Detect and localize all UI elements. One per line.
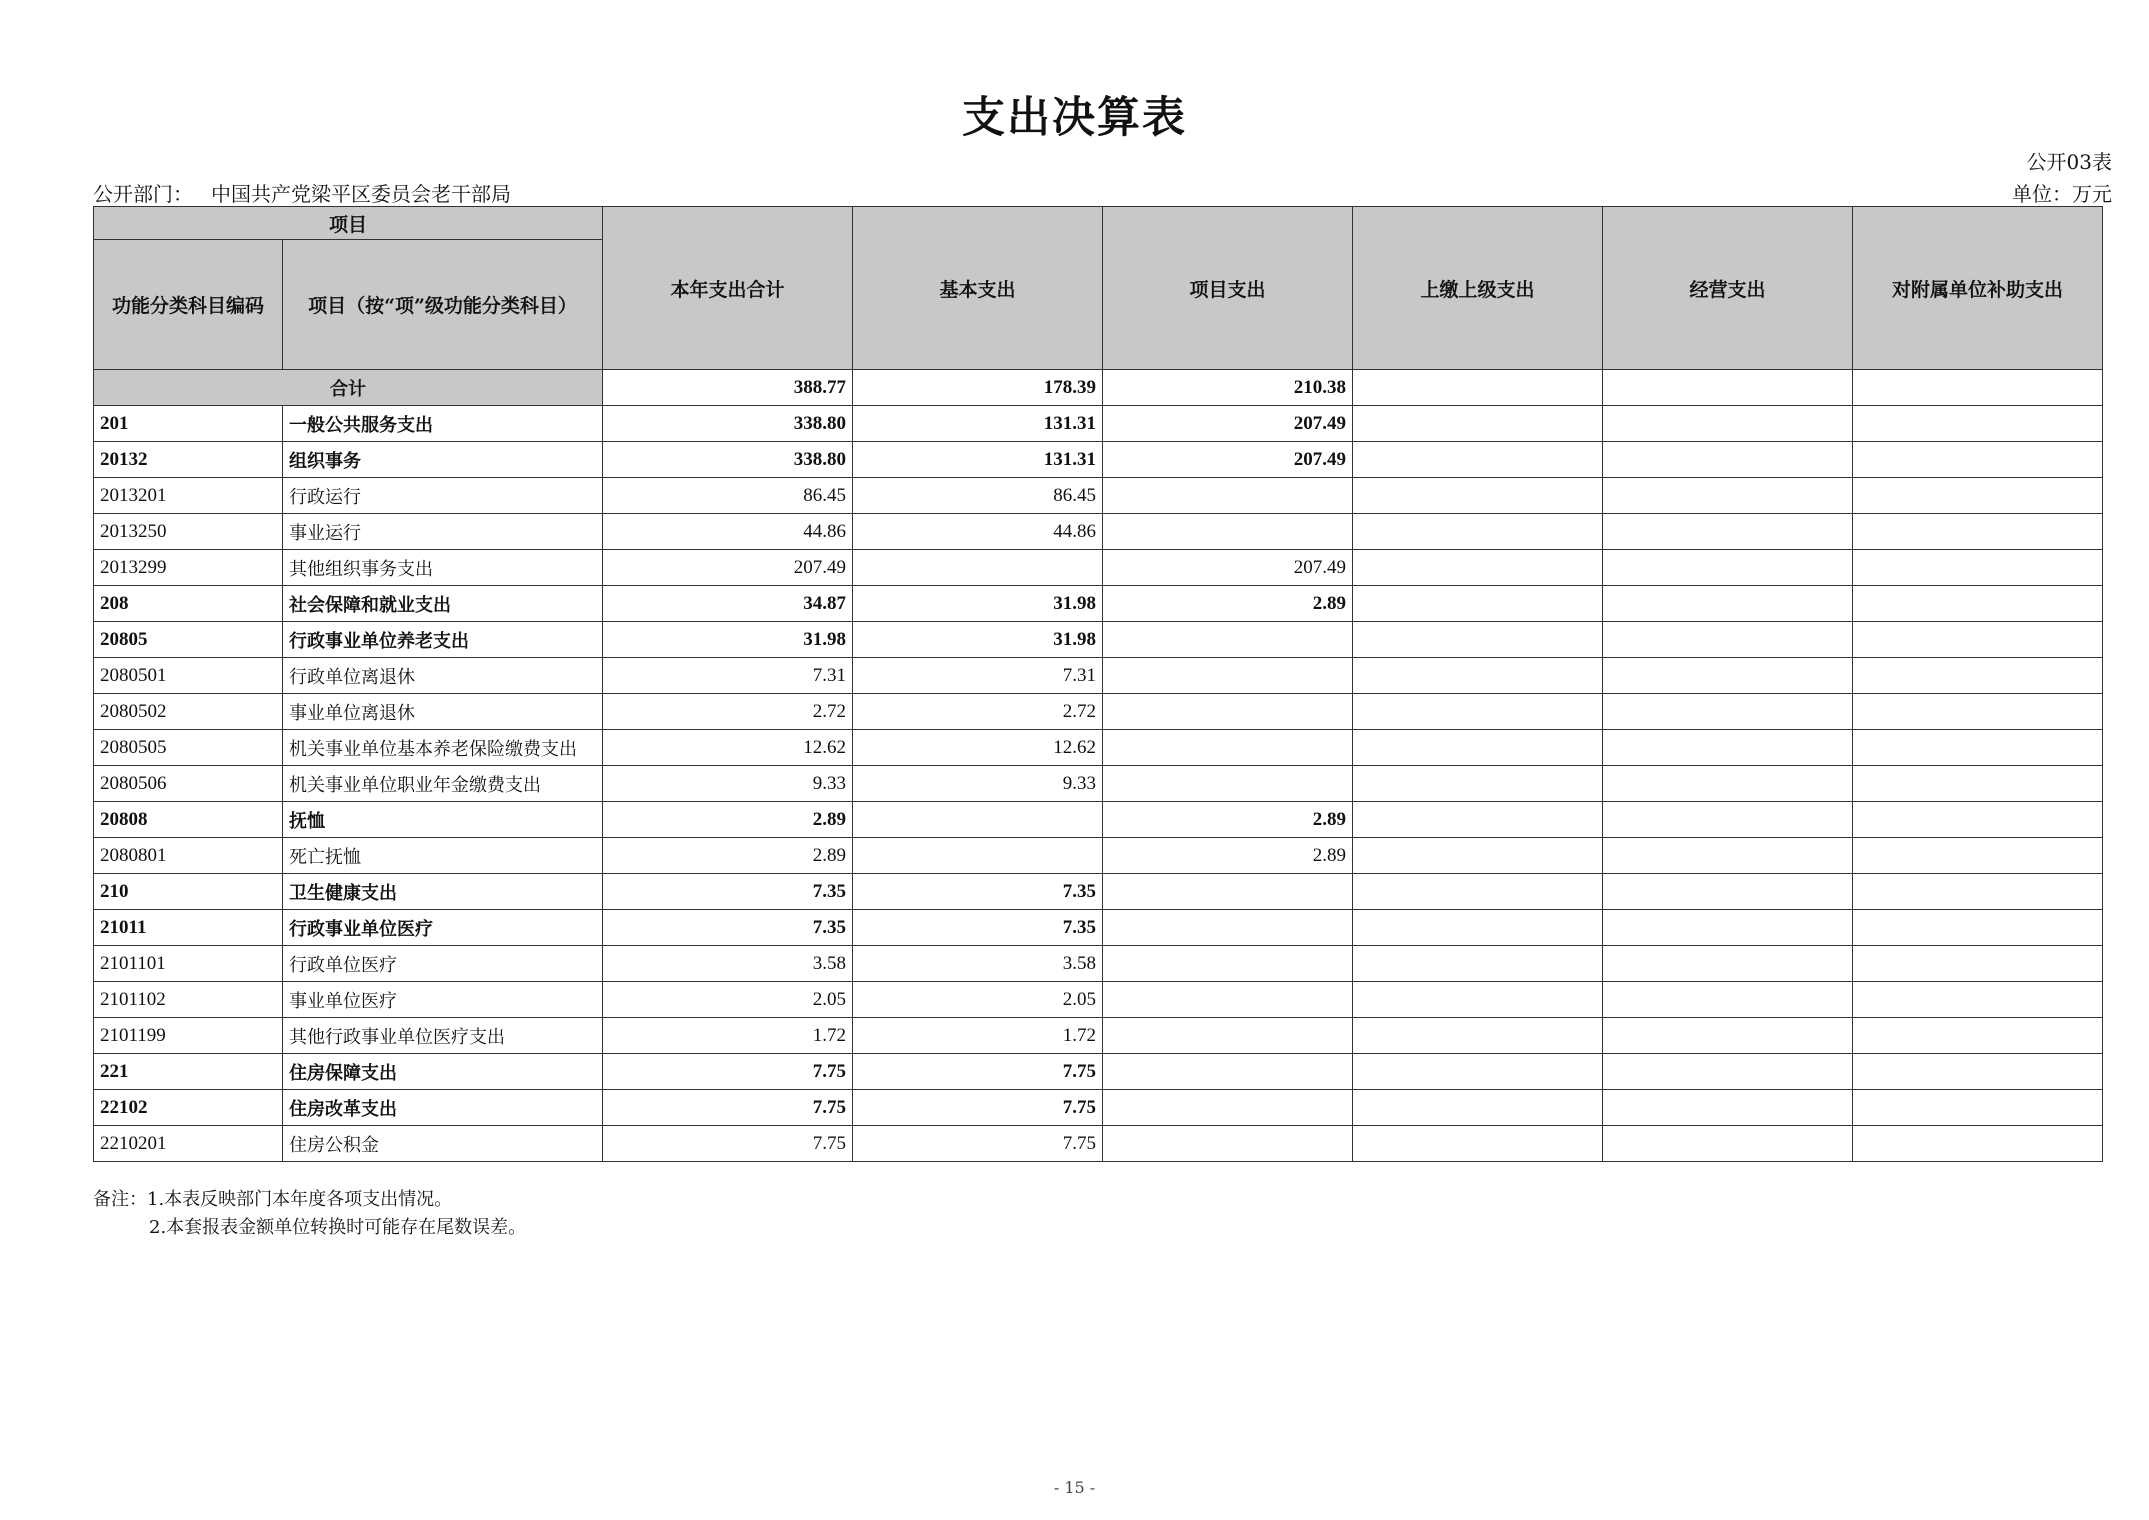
header-project: 项目支出: [1103, 207, 1353, 370]
basic-cell: 9.33: [853, 766, 1103, 802]
name-cell: 事业单位医疗: [283, 982, 603, 1018]
name-cell: 事业运行: [283, 514, 603, 550]
business-cell: [1603, 730, 1853, 766]
subsidiary-cell: [1853, 766, 2103, 802]
basic-cell: 7.35: [853, 910, 1103, 946]
table-row: [94, 514, 2103, 550]
business-cell: [1603, 838, 1853, 874]
table-row: [94, 838, 2103, 874]
code-cell: 2013299: [94, 550, 283, 586]
project-cell: [1103, 730, 1353, 766]
project-cell: [1103, 874, 1353, 910]
superior-cell: [1353, 550, 1603, 586]
subsidiary-cell: [1853, 658, 2103, 694]
business-cell: [1603, 1126, 1853, 1162]
business-cell: [1603, 694, 1853, 730]
business-cell: [1603, 982, 1853, 1018]
project-cell: [1103, 1126, 1353, 1162]
basic-cell: 31.98: [853, 586, 1103, 622]
project-cell: [1103, 982, 1353, 1018]
project-cell: [1103, 1054, 1353, 1090]
total-cell: 7.35: [603, 910, 853, 946]
form-number: 公开03表: [2026, 150, 2112, 174]
header-basic: 基本支出: [853, 207, 1103, 370]
total-cell: 7.35: [603, 874, 853, 910]
project-cell: 2.89: [1103, 838, 1353, 874]
table-row: [94, 550, 2103, 586]
table-row: [94, 694, 2103, 730]
subsidiary-cell: [1853, 586, 2103, 622]
subsidiary-cell: [1853, 622, 2103, 658]
business-cell: [1603, 658, 1853, 694]
table-row: [94, 766, 2103, 802]
basic-cell: 2.72: [853, 694, 1103, 730]
subsidiary-cell: [1853, 910, 2103, 946]
business-cell: [1603, 478, 1853, 514]
project-cell: [1103, 514, 1353, 550]
header-total: 本年支出合计: [603, 207, 853, 370]
name-cell: 行政运行: [283, 478, 603, 514]
department-name: 中国共产党梁平区委员会老干部局: [211, 182, 511, 206]
name-cell: 住房保障支出: [283, 1054, 603, 1090]
basic-cell: 12.62: [853, 730, 1103, 766]
name-cell: 卫生健康支出: [283, 874, 603, 910]
total-cell: 388.77: [603, 370, 853, 406]
name-cell: 其他组织事务支出: [283, 550, 603, 586]
total-cell: 2.89: [603, 838, 853, 874]
name-cell: 事业单位离退休: [283, 694, 603, 730]
basic-cell: 7.75: [853, 1090, 1103, 1126]
code-cell: 20808: [94, 802, 283, 838]
code-cell: 2080501: [94, 658, 283, 694]
name-cell: 住房公积金: [283, 1126, 603, 1162]
header-code: 功能分类科目编码: [94, 240, 283, 370]
superior-cell: [1353, 622, 1603, 658]
project-cell: [1103, 1090, 1353, 1126]
subsidiary-cell: [1853, 514, 2103, 550]
code-cell: 21011: [94, 910, 283, 946]
name-cell: 行政单位离退休: [283, 658, 603, 694]
subsidiary-cell: [1853, 1090, 2103, 1126]
code-cell: 2013250: [94, 514, 283, 550]
project-cell: [1103, 622, 1353, 658]
business-cell: [1603, 550, 1853, 586]
total-cell: 338.80: [603, 442, 853, 478]
name-cell: 社会保障和就业支出: [283, 586, 603, 622]
business-cell: [1603, 766, 1853, 802]
business-cell: [1603, 910, 1853, 946]
project-cell: 207.49: [1103, 442, 1353, 478]
name-cell: 住房改革支出: [283, 1090, 603, 1126]
subsidiary-cell: [1853, 694, 2103, 730]
subsidiary-cell: [1853, 370, 2103, 406]
project-cell: [1103, 478, 1353, 514]
note-1: 备注：1.本表反映部门本年度各项支出情况。: [93, 1189, 453, 1210]
code-cell: 2101101: [94, 946, 283, 982]
total-cell: 2.72: [603, 694, 853, 730]
note-2: 2.本套报表金额单位转换时可能存在尾数误差。: [149, 1217, 527, 1238]
code-cell: 22102: [94, 1090, 283, 1126]
name-cell: 机关事业单位基本养老保险缴费支出: [283, 730, 603, 766]
subsidiary-cell: [1853, 838, 2103, 874]
subsidiary-cell: [1853, 478, 2103, 514]
superior-cell: [1353, 442, 1603, 478]
name-cell: 死亡抚恤: [283, 838, 603, 874]
business-cell: [1603, 946, 1853, 982]
code-cell: 2080801: [94, 838, 283, 874]
total-cell: 86.45: [603, 478, 853, 514]
superior-cell: [1353, 586, 1603, 622]
basic-cell: 1.72: [853, 1018, 1103, 1054]
total-cell: 34.87: [603, 586, 853, 622]
superior-cell: [1353, 694, 1603, 730]
code-cell: 210: [94, 874, 283, 910]
table-row: [94, 442, 2103, 478]
business-cell: [1603, 874, 1853, 910]
header-business: 经营支出: [1603, 207, 1853, 370]
header-row-1: [94, 207, 2103, 240]
header-subsidiary: 对附属单位补助支出: [1853, 207, 2103, 370]
basic-cell: 31.98: [853, 622, 1103, 658]
project-cell: 2.89: [1103, 802, 1353, 838]
table-row: [94, 910, 2103, 946]
basic-cell: 7.35: [853, 874, 1103, 910]
project-cell: 207.49: [1103, 406, 1353, 442]
page-title: 支出决算表: [962, 93, 1187, 143]
superior-cell: [1353, 406, 1603, 442]
superior-cell: [1353, 802, 1603, 838]
department-line: [93, 178, 511, 207]
superior-cell: [1353, 730, 1603, 766]
name-cell: 一般公共服务支出: [283, 406, 603, 442]
basic-cell: [853, 802, 1103, 838]
code-cell: 2080505: [94, 730, 283, 766]
total-cell: 9.33: [603, 766, 853, 802]
table-row: [94, 802, 2103, 838]
business-cell: [1603, 586, 1853, 622]
total-cell: 207.49: [603, 550, 853, 586]
superior-cell: [1353, 1054, 1603, 1090]
basic-cell: 178.39: [853, 370, 1103, 406]
business-cell: [1603, 1054, 1853, 1090]
header-project-group: 项目: [94, 207, 603, 240]
business-cell: [1603, 514, 1853, 550]
basic-cell: 3.58: [853, 946, 1103, 982]
superior-cell: [1353, 658, 1603, 694]
table-row: [94, 658, 2103, 694]
table-row: [94, 1054, 2103, 1090]
subsidiary-cell: [1853, 874, 2103, 910]
business-cell: [1603, 1090, 1853, 1126]
name-cell: 组织事务: [283, 442, 603, 478]
code-cell: 201: [94, 406, 283, 442]
total-cell: 7.75: [603, 1090, 853, 1126]
total-label: 合计: [94, 370, 603, 406]
basic-cell: 131.31: [853, 406, 1103, 442]
basic-cell: 86.45: [853, 478, 1103, 514]
code-cell: 2080506: [94, 766, 283, 802]
project-cell: [1103, 694, 1353, 730]
superior-cell: [1353, 946, 1603, 982]
subsidiary-cell: [1853, 550, 2103, 586]
code-cell: 2101199: [94, 1018, 283, 1054]
total-cell: 338.80: [603, 406, 853, 442]
total-cell: 7.31: [603, 658, 853, 694]
project-cell: 207.49: [1103, 550, 1353, 586]
unit-label: 单位：万元: [2012, 182, 2112, 206]
code-cell: 20805: [94, 622, 283, 658]
superior-cell: [1353, 874, 1603, 910]
code-cell: 2013201: [94, 478, 283, 514]
project-cell: [1103, 1018, 1353, 1054]
table-row: [94, 622, 2103, 658]
code-cell: 221: [94, 1054, 283, 1090]
basic-cell: 2.05: [853, 982, 1103, 1018]
total-cell: 7.75: [603, 1054, 853, 1090]
total-cell: 31.98: [603, 622, 853, 658]
subsidiary-cell: [1853, 730, 2103, 766]
notes: [93, 1186, 526, 1242]
table-row: [94, 1126, 2103, 1162]
total-cell: 2.89: [603, 802, 853, 838]
basic-cell: [853, 838, 1103, 874]
subsidiary-cell: [1853, 1126, 2103, 1162]
basic-cell: 7.31: [853, 658, 1103, 694]
total-cell: 3.58: [603, 946, 853, 982]
business-cell: [1603, 1018, 1853, 1054]
basic-cell: 131.31: [853, 442, 1103, 478]
expenditure-table: [93, 206, 2103, 1162]
superior-cell: [1353, 838, 1603, 874]
table-row: [94, 1018, 2103, 1054]
name-cell: 其他行政事业单位医疗支出: [283, 1018, 603, 1054]
superior-cell: [1353, 910, 1603, 946]
name-cell: 机关事业单位职业年金缴费支出: [283, 766, 603, 802]
basic-cell: 44.86: [853, 514, 1103, 550]
total-cell: 12.62: [603, 730, 853, 766]
business-cell: [1603, 370, 1853, 406]
project-cell: [1103, 658, 1353, 694]
code-cell: 2101102: [94, 982, 283, 1018]
department-label: 公开部门：: [93, 182, 193, 206]
code-cell: 208: [94, 586, 283, 622]
total-cell: 2.05: [603, 982, 853, 1018]
superior-cell: [1353, 982, 1603, 1018]
subsidiary-cell: [1853, 442, 2103, 478]
superior-cell: [1353, 478, 1603, 514]
superior-cell: [1353, 1018, 1603, 1054]
project-cell: [1103, 910, 1353, 946]
table-row: [94, 478, 2103, 514]
superior-cell: [1353, 1090, 1603, 1126]
business-cell: [1603, 406, 1853, 442]
subsidiary-cell: [1853, 1054, 2103, 1090]
total-cell: 44.86: [603, 514, 853, 550]
page-number: - 15 -: [1053, 1478, 1096, 1497]
subsidiary-cell: [1853, 1018, 2103, 1054]
superior-cell: [1353, 766, 1603, 802]
subsidiary-cell: [1853, 982, 2103, 1018]
total-cell: 7.75: [603, 1126, 853, 1162]
business-cell: [1603, 802, 1853, 838]
name-cell: 抚恤: [283, 802, 603, 838]
total-cell: 1.72: [603, 1018, 853, 1054]
table-row: [94, 730, 2103, 766]
header-name: 项目（按“项”级功能分类科目）: [283, 240, 603, 370]
subsidiary-cell: [1853, 802, 2103, 838]
code-cell: 2080502: [94, 694, 283, 730]
table-row: [94, 982, 2103, 1018]
subsidiary-cell: [1853, 406, 2103, 442]
table-row: [94, 406, 2103, 442]
project-cell: 210.38: [1103, 370, 1353, 406]
project-cell: [1103, 946, 1353, 982]
business-cell: [1603, 622, 1853, 658]
total-row: [94, 370, 2103, 406]
superior-cell: [1353, 514, 1603, 550]
name-cell: 行政单位医疗: [283, 946, 603, 982]
superior-cell: [1353, 1126, 1603, 1162]
table-row: [94, 946, 2103, 982]
basic-cell: 7.75: [853, 1054, 1103, 1090]
basic-cell: 7.75: [853, 1126, 1103, 1162]
table-row: [94, 1090, 2103, 1126]
basic-cell: [853, 550, 1103, 586]
name-cell: 行政事业单位养老支出: [283, 622, 603, 658]
name-cell: 行政事业单位医疗: [283, 910, 603, 946]
table-row: [94, 586, 2103, 622]
business-cell: [1603, 442, 1853, 478]
project-cell: [1103, 766, 1353, 802]
project-cell: 2.89: [1103, 586, 1353, 622]
subsidiary-cell: [1853, 946, 2103, 982]
table-row: [94, 874, 2103, 910]
superior-cell: [1353, 370, 1603, 406]
code-cell: 20132: [94, 442, 283, 478]
header-superior: 上缴上级支出: [1353, 207, 1603, 370]
code-cell: 2210201: [94, 1126, 283, 1162]
